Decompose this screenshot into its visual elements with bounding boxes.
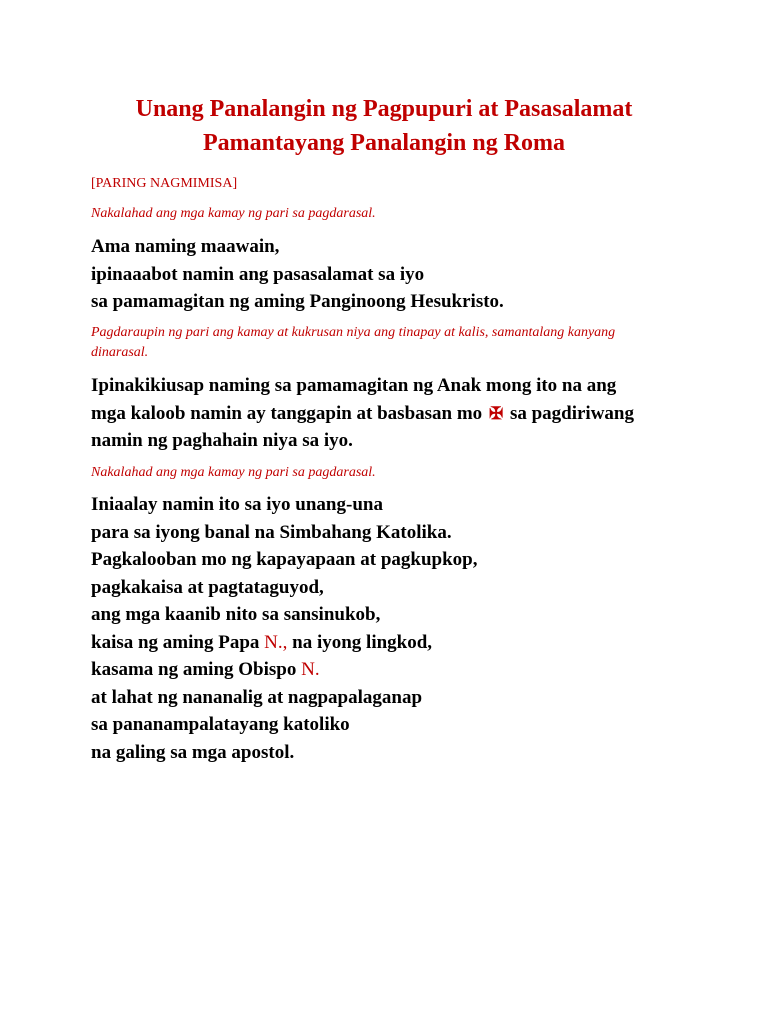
title-line-1: Unang Panalangin ng Pagpupuri at Pasasalamat (135, 96, 633, 122)
prayer-3-line: Pagkalooban mo ng kapayapaan at pagkupkop, (91, 549, 478, 570)
prayer-2-line-text: sa pagdiriwang (509, 402, 634, 424)
prayer-2-line (91, 400, 691, 428)
prayer-3-line: at lahat ng nananalig at nagpapalaganap (91, 686, 423, 708)
prayer-1 (91, 233, 691, 316)
prayer-3 (91, 491, 691, 766)
prayer-1-line: sa pamamagitan ng aming Panginoong Hesukristo. (91, 291, 504, 312)
prayer-3-line: ang mga kaanib nito sa sansinukob, (91, 604, 381, 625)
prayer-2 (91, 372, 691, 455)
prayer-2-line: namin ng paghahain niya sa iyo. (91, 430, 353, 451)
rubric-1: Nakalahad ang mga kamay ng pari sa pagdarasal. (91, 206, 376, 221)
section-label: [PARING NAGMIMISA] (91, 176, 238, 191)
rubric-2-line: Pagdaraupin ng pari ang kamay at kukrusan niya ang tinapay at kalis, samantalang kanyang (91, 325, 616, 340)
prayer-3-line: na galing sa mga apostol. (91, 741, 295, 763)
prayer-3-text: na iyong lingkod, (287, 631, 433, 653)
prayer-1-line: ipinaaabot namin ang pasasalamat sa iyo (91, 263, 425, 285)
prayer-3-text: kasama ng aming Obispo (91, 659, 302, 680)
papa-name-marker: N., (264, 631, 288, 653)
obispo-name-marker: N. (301, 659, 320, 680)
rubric-2-line: dinarasal. (91, 345, 149, 360)
prayer-3-line (91, 656, 691, 684)
prayer-3-line: para sa iyong banal na Simbahang Katolika. (91, 521, 452, 543)
prayer-2-line-text: mga kaloob namin ay tanggapin at basbasan mo (91, 402, 483, 424)
prayer-3-line: Iniaalay namin ito sa iyo unang-una (91, 494, 383, 515)
rubric-2 (91, 323, 691, 363)
prayer-3-text: kaisa ng aming Papa (91, 631, 265, 653)
prayer-3-line (91, 629, 691, 657)
prayer-3-line: sa pananampalatayang katoliko (91, 714, 350, 735)
prayer-2-line: Ipinakikiusap naming sa pamamagitan ng Anak mong ito na ang (91, 375, 617, 396)
title-line-2: Pamantayang Panalangin ng Roma (202, 130, 566, 156)
cross-icon: ✠ (488, 403, 504, 423)
prayer-1-line: Ama naming maawain, (91, 236, 280, 257)
prayer-3-line: pagkakaisa at pagtataguyod, (91, 576, 324, 598)
rubric-3: Nakalahad ang mga kamay ng pari sa pagdarasal. (91, 465, 376, 480)
